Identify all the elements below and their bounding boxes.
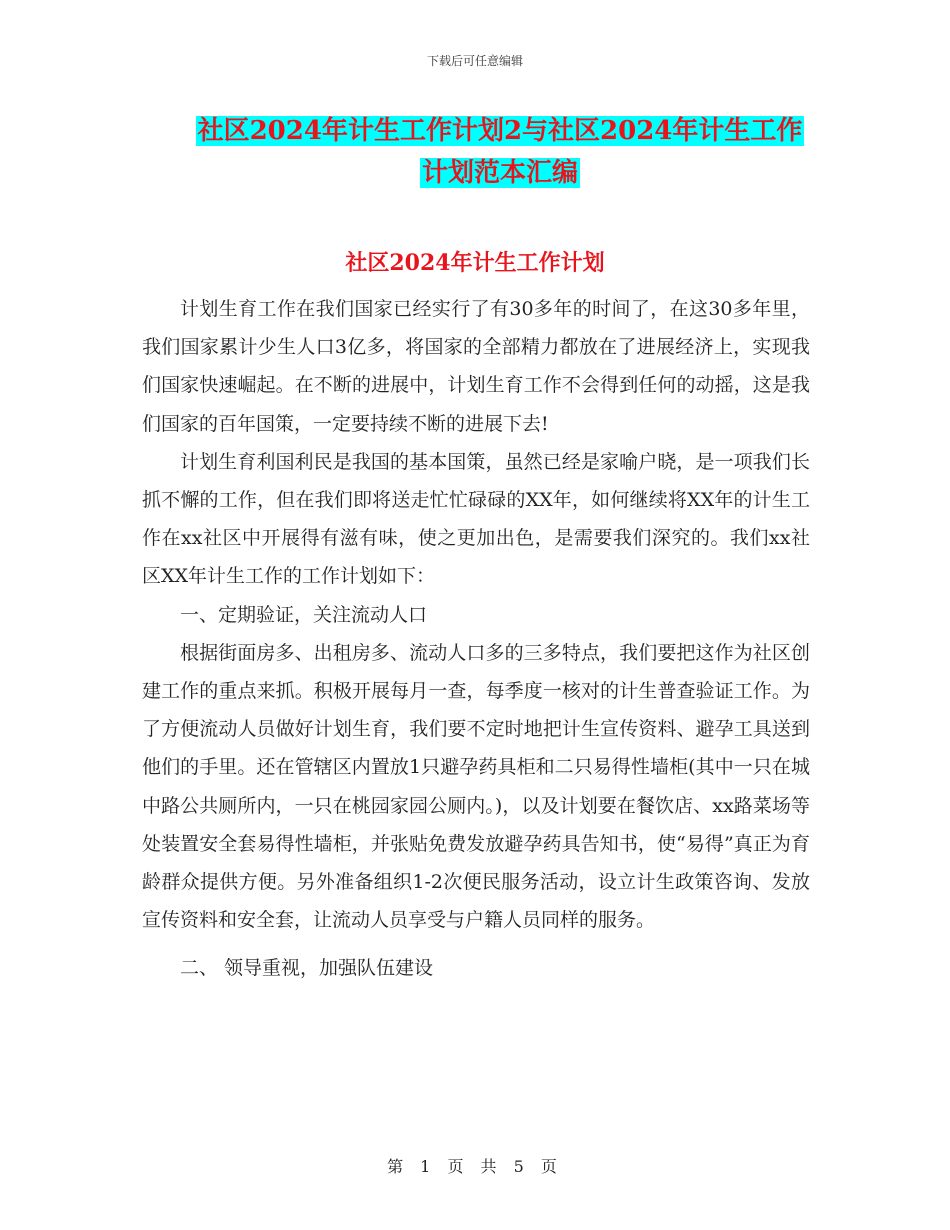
- heading-item-1: 一、定期验证，关注流动人口: [180, 603, 428, 626]
- paragraph-intro: 计划生育工作在我们国家已经实行了有30多年的时间了，在这30多年里，我们国家累计少生人口3亿多，将国家的全部精力都放在了进展经济上，实现我们国家快速崛起。在不断的进展中，计划生育工作不会得到任何的动摇，这是我们国家的百年国策，一定要持续不断的进展下去!: [142, 298, 810, 435]
- heading-item-2: 二、 领导重视，加强队伍建设: [180, 957, 434, 980]
- document-title-line-2: 计划范本汇编: [421, 158, 578, 188]
- document-title: [150, 110, 850, 194]
- section-title: 社区2024年计生工作计划: [345, 250, 605, 276]
- page-number-footer: 第 1 页 共 5 页: [387, 1157, 563, 1176]
- header-note: 下载后可任意编辑: [426, 54, 523, 68]
- paragraph-policy: 计划生育利国利民是我国的基本国策，虽然已经是家喻户晓，是一项我们长抓不懈的工作，但在我们即将送走忙忙碌碌的XX年，如何继续将XX年的计生工作在xx社区中开展得有滋有味，使之更加出色，是需要我们深究的。我们xx社区XX年计生工作的工作计划如下：: [142, 450, 810, 588]
- paragraph-floating-population: 根据街面房多、出租房多、流动人口多的三多特点，我们要把这作为社区创建工作的重点来抓。积极开展每月一查，每季度一核对的计生普查验证工作。为了方便流动人员做好计划生育，我们要不定时地把计生宣传资料、避孕工具送到他们的手里。还在管辖区内置放1只避孕药具柜和二只易得性墙柜(其中一只在城中路公共厕所内，一只在桃园家园公厕内。)，以及计划要在餐饮店、xx路菜场等处装置安全套易得性墙柜，并张贴免费发放避孕药具告知书，使“易得”真正为育龄群众提供方便。另外准备组织1-2次便民服务活动，设立计生政策咨询、发放宣传资料和安全套，让流动人员享受与户籍人员同样的服务。: [142, 641, 810, 932]
- document-title-line-1: 社区2024年计生工作计划2与社区2024年计生工作: [197, 116, 803, 146]
- document-body: [142, 290, 810, 988]
